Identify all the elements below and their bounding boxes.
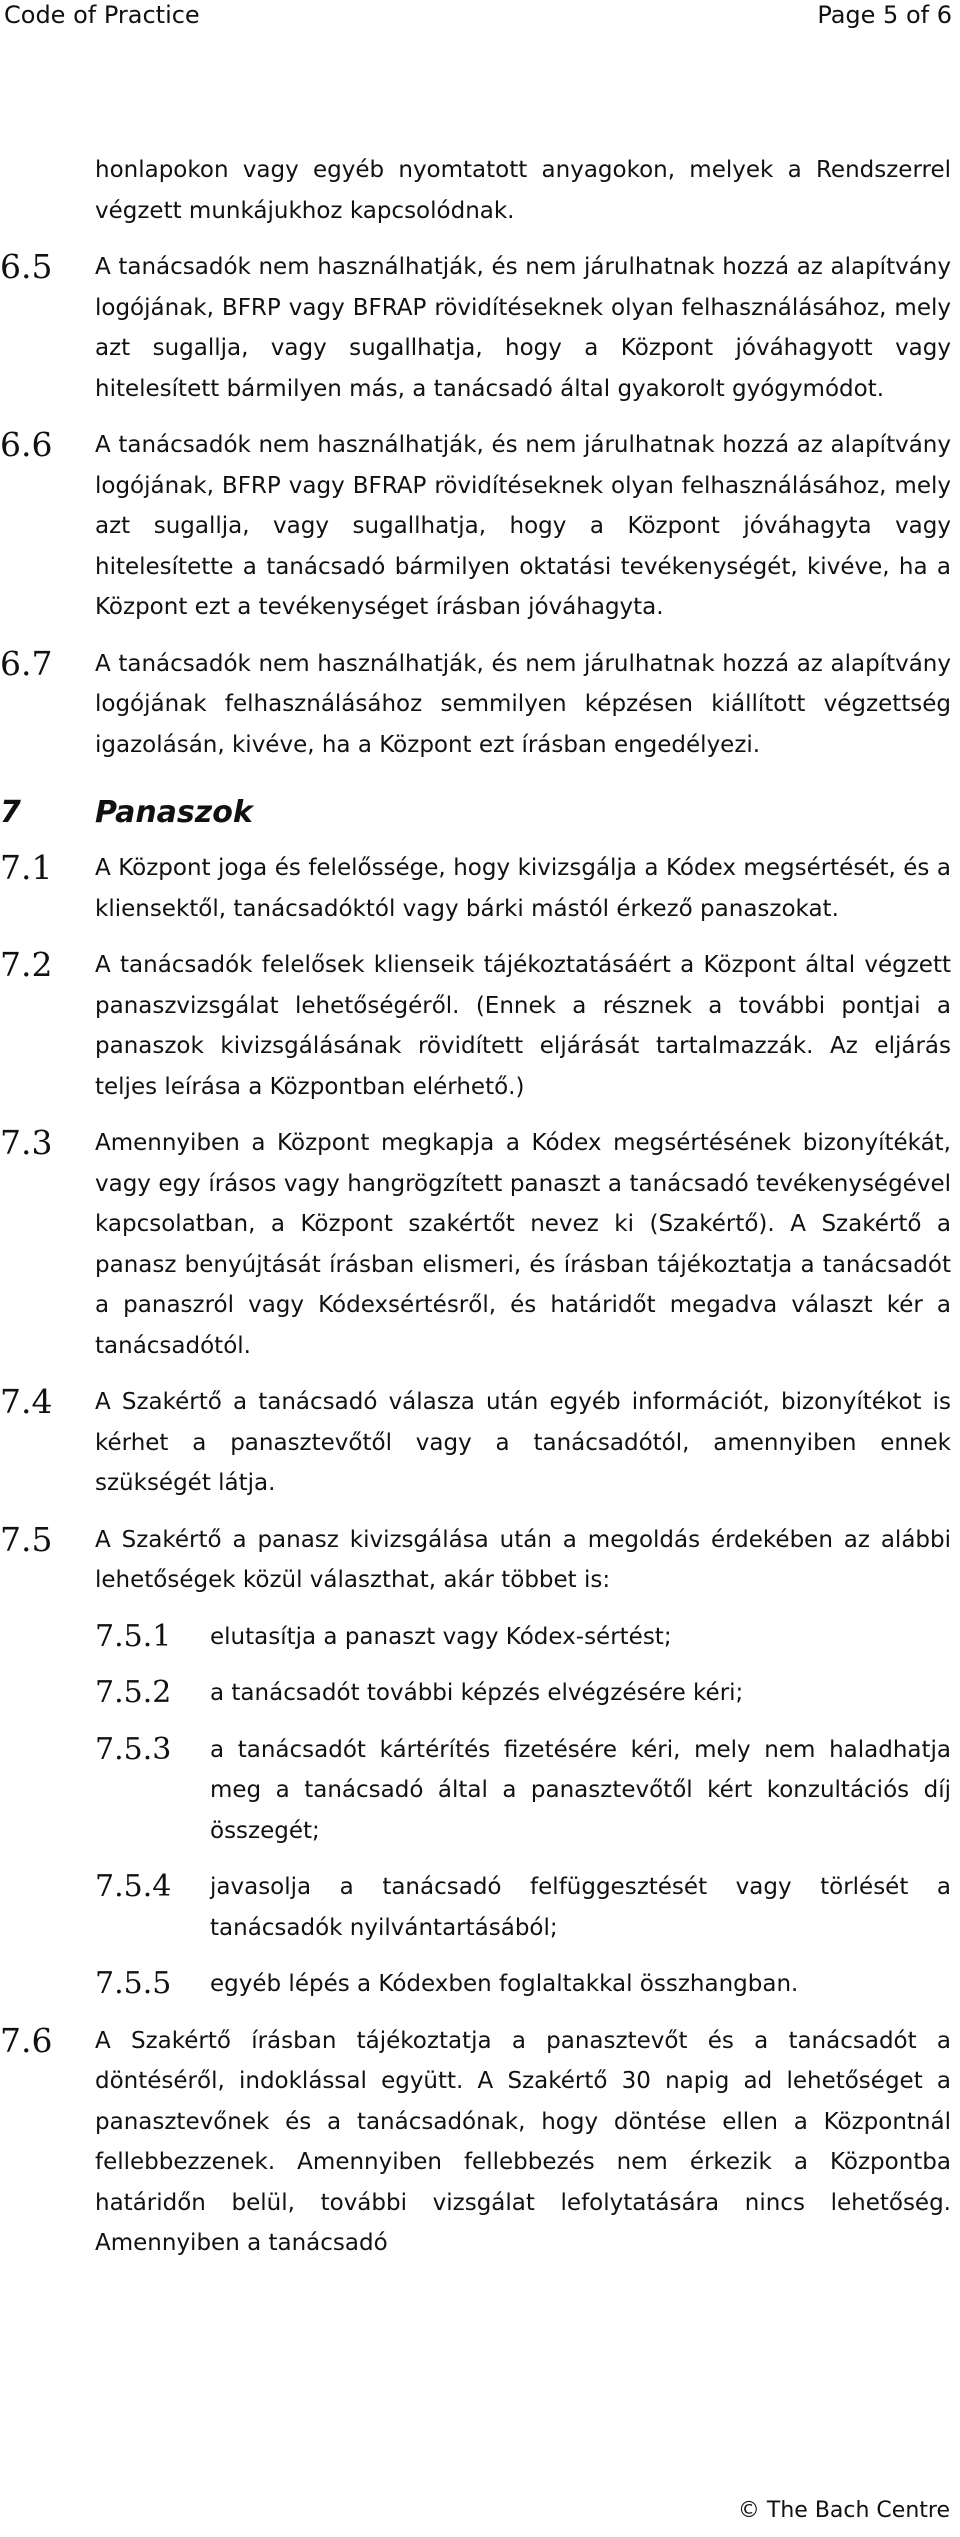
clause-number: 7.2 xyxy=(0,945,53,984)
clause-text: A Szakértő a panasz kivizsgálása után a megoldás érdekében az alábbi lehetőségek közül választhat, akár többet is: xyxy=(95,1526,951,1593)
clause-7-5 xyxy=(0,1520,960,1601)
clause-text: A tanácsadók felelősek klienseik tájékoztatásáért a Központ által végzett panaszvizsgálat lehetőségéről. (Ennek a résznek a további pontjai a panaszok kivizsgálásának rövidített eljárását tartalmazzák. Az eljárás teljes leírása a Központban elérhető.) xyxy=(95,952,951,1100)
subclause-7-5-3 xyxy=(0,1730,960,1852)
subclause-number: 7.5.1 xyxy=(95,1618,172,1654)
clause-text: A Központ joga és felelőssége, hogy kivizsgálja a Kódex megsértését, és a kliensektől, tanácsadóktól vagy bárki mástól érkező panaszokat. xyxy=(95,855,951,922)
clause-number: 6.7 xyxy=(0,643,53,683)
subclause-text: javasolja a tanácsadó felfüggesztését vagy törlését a tanácsadók nyilvántartásából; xyxy=(210,1874,951,1941)
subclause-text: a tanácsadót kártérítés fizetésére kéri, mely nem haladhatja meg a tanácsadó által a panasztevőtől kért konzultációs díj összegét; xyxy=(210,1736,951,1844)
copyright-footer: © The Bach Centre xyxy=(737,2498,950,2523)
subclause-7-5-5 xyxy=(0,1964,960,2005)
clause-7-4 xyxy=(0,1382,960,1504)
page-content xyxy=(0,150,960,2280)
continuation-paragraph xyxy=(0,150,960,231)
subclause-number: 7.5.5 xyxy=(95,1966,172,2001)
clause-text: Amennyiben a Központ megkapja a Kódex megsértésének bizonyítékát, vagy egy írásos vagy hangrögzített panaszt a tanácsadó tevékenységével kapcsolatban, a Központ szakértőt nevez ki (Szakértő). A Szakértő a panasz benyújtását írásban elismeri, és írásban tájékoztatja a tanácsadót a panaszról vagy Kódexsértésről, és határidőt megadva választ kér a tanácsadótól. xyxy=(95,1130,951,1359)
subclause-text: elutasítja a panaszt vagy Kódex-sértést; xyxy=(210,1623,672,1650)
clause-number: 6.5 xyxy=(0,247,53,286)
clause-6-7 xyxy=(0,644,960,766)
document-title: Code of Practice xyxy=(4,1,200,29)
subclause-number: 7.5.3 xyxy=(95,1731,172,1767)
page-number: Page 5 of 6 xyxy=(817,1,952,29)
clause-text: A Szakértő írásban tájékoztatja a panasztevőt és a tanácsadót a döntéséről, indoklással együtt. A Szakértő 30 napig ad lehetőséget a panasztevőnek és a tanácsadónak, hogy döntése ellen a Központnál fellebbezzenek. Amennyiben fellebbezés nem érkezik a Központba határidőn belül, további vizsgálat lefolytatására nincs lehetőség. Amennyiben a tanácsadó xyxy=(95,2027,951,2256)
subclause-text: egyéb lépés a Kódexben foglaltakkal összhangban. xyxy=(210,1971,799,1997)
section-heading xyxy=(0,795,960,830)
section-title: Panaszok xyxy=(95,795,253,830)
subclause-number: 7.5.4 xyxy=(95,1869,172,1904)
clause-text: A Szakértő a tanácsadó válasza után egyéb információt, bizonyítékot is kérhet a panasztevőtől vagy a tanácsadótól, amennyiben ennek szükségét látja. xyxy=(95,1389,951,1496)
clause-number: 7.5 xyxy=(0,1519,53,1559)
clause-number: 7.6 xyxy=(0,2020,53,2060)
clause-number: 6.6 xyxy=(0,425,53,464)
clause-7-1 xyxy=(0,848,960,929)
subclause-7-5-1 xyxy=(0,1617,960,1658)
page-header xyxy=(0,0,960,30)
subclause-7-5-4 xyxy=(0,1867,960,1948)
subclause-7-5-2 xyxy=(0,1673,960,1714)
clause-7-6 xyxy=(0,2021,960,2264)
clause-number: 7.1 xyxy=(0,848,53,887)
section-number: 7 xyxy=(0,795,21,830)
clause-text: A tanácsadók nem használhatják, és nem járulhatnak hozzá az alapítvány logójának, BFRP vagy BFRAP rövidítéseknek olyan felhasználásához, mely azt sugallja, vagy sugallhatja, hogy a Központ jóváhagyott vagy hitelesített bármilyen más, a tanácsadó által gyakorolt gyógymódot. xyxy=(95,254,951,402)
paragraph-text: honlapokon vagy egyéb nyomtatott anyagokon, melyek a Rendszerrel végzett munkájukhoz kapcsolódnak. xyxy=(95,157,951,224)
clause-6-5 xyxy=(0,247,960,409)
clause-text: A tanácsadók nem használhatják, és nem járulhatnak hozzá az alapítvány logójának, BFRP vagy BFRAP rövidítéseknek olyan felhasználásához, mely azt sugallja, vagy sugallhatja, hogy a Központ jóváhagyta vagy hitelesítette a tanácsadó bármilyen oktatási tevékenységét, kivéve, ha a Központ ezt a tevékenységet írásban jóváhagyta. xyxy=(95,432,951,620)
clause-number: 7.4 xyxy=(0,1382,53,1421)
subclause-text: a tanácsadót további képzés elvégzésére kéri; xyxy=(210,1680,744,1706)
clause-text: A tanácsadók nem használhatják, és nem járulhatnak hozzá az alapítvány logójának felhasználásához semmilyen képzésen kiállított végzettség igazolásán, kivéve, ha a Központ ezt írásban engedélyezi. xyxy=(95,650,951,758)
clause-7-3 xyxy=(0,1123,960,1366)
subclause-number: 7.5.2 xyxy=(95,1675,172,1710)
clause-7-2 xyxy=(0,945,960,1107)
clause-number: 7.3 xyxy=(0,1123,53,1162)
clause-6-6 xyxy=(0,425,960,628)
